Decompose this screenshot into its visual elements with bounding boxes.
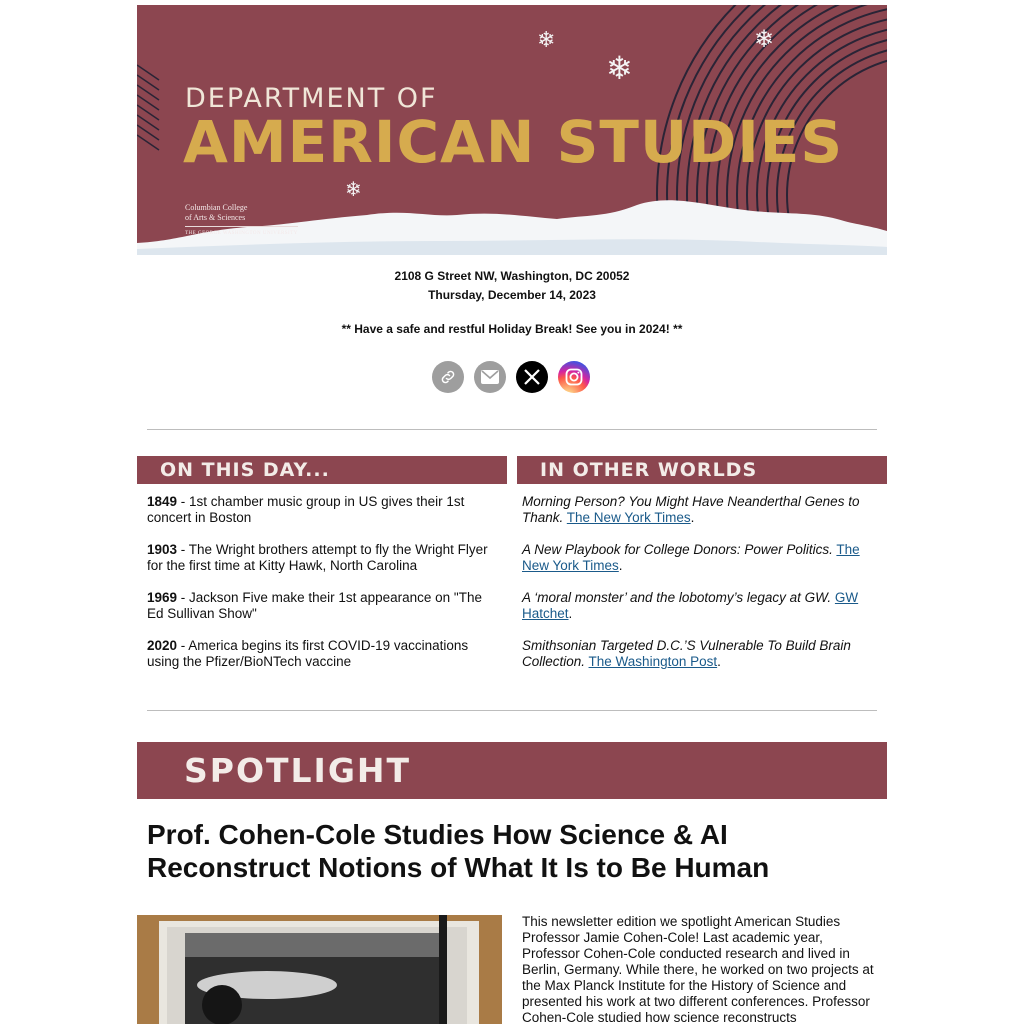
list-item — [147, 590, 497, 622]
event-year: 1903 — [147, 542, 178, 557]
spotlight-photo — [137, 915, 502, 1024]
divider — [147, 429, 877, 430]
article-title: A New Playbook for College Donors: Power Politics. — [522, 542, 833, 557]
article-source-link[interactable]: GW Hatchet — [522, 590, 859, 621]
event-text: - The Wright brothers attempt to fly the Wright Flyer for the first time at Kitty Hawk, North Carolina — [147, 542, 488, 573]
list-item: A ‘moral monster’ and the lobotomy’s legacy at GW. GW Hatchet. — [522, 590, 859, 621]
snowflake-icon: ❄ — [754, 26, 775, 53]
list-item: Smithsonian Targeted D.C.’S Vulnerable To Build Brain Collection. The Washington Post. — [522, 638, 851, 669]
snowflake-icon: ❄ — [606, 50, 633, 86]
spotlight-title: SPOTLIGHT — [184, 751, 412, 790]
banner-department-of: DEPARTMENT OF — [185, 83, 438, 114]
instagram-icon — [565, 368, 583, 386]
issue-date: Thursday, December 14, 2023 — [428, 288, 596, 302]
banner-american-studies: AMERICAN STUDIES — [183, 108, 844, 176]
event-text: - Jackson Five make their 1st appearance on "The Ed Sullivan Show" — [147, 590, 482, 621]
divider — [147, 710, 877, 711]
spotlight-headline: Prof. Cohen-Cole Studies How Science & AI Reconstruct Notions of What It Is to Be Human — [147, 819, 770, 883]
header-banner — [137, 5, 887, 255]
photo-artwork — [137, 915, 502, 1024]
email-link-button[interactable] — [474, 361, 506, 393]
in-other-worlds-list — [522, 494, 877, 686]
spotlight-header — [137, 742, 887, 799]
college-logo-line2: of Arts & Sciences — [185, 213, 246, 222]
article-source-link[interactable]: The New York Times — [566, 510, 691, 525]
spotlight-body: This newsletter edition we spotlight American Studies Professor Jamie Cohen-Cole! Last academic year, Professor Cohen-Cole conducted research and lived in Berlin, Germany. While there, he worked on two projects at the Max Planck Institute for the History of Science and presented his work at two different conferences. Professor Cohen-Cole studied how science reconstructs — [522, 914, 874, 1025]
on-this-day-list — [147, 494, 497, 686]
on-this-day-header — [137, 456, 507, 484]
link-icon — [439, 368, 457, 386]
college-logo — [185, 203, 298, 239]
event-text: - 1st chamber music group in US gives their 1st concert in Boston — [147, 494, 465, 525]
list-item: Morning Person? You Might Have Neanderthal Genes to Thank. The New York Times. — [522, 494, 860, 525]
x-icon — [523, 368, 541, 386]
event-year: 1969 — [147, 590, 178, 605]
snowflake-icon: ❄ — [345, 179, 362, 201]
x-link-button[interactable] — [516, 361, 548, 393]
mail-icon — [481, 370, 499, 384]
article-source-link[interactable]: The Washington Post — [588, 654, 718, 669]
event-year: 2020 — [147, 638, 178, 653]
list-item — [147, 542, 497, 574]
in-other-worlds-header — [517, 456, 887, 484]
article-title: A ‘moral monster’ and the lobotomy’s legacy at GW. — [522, 590, 832, 605]
address: 2108 G Street NW, Washington, DC 20052 — [394, 269, 630, 283]
article-title: Smithsonian Targeted D.C.’S Vulnerable To Build Brain Collection. — [522, 638, 851, 669]
list-item — [147, 638, 497, 670]
holiday-message: ** Have a safe and restful Holiday Break! See you in 2024! ** — [341, 322, 683, 336]
college-logo-university: THE GEORGE WASHINGTON UNIVERSITY — [185, 226, 298, 239]
snowflake-icon: ❄ — [537, 27, 556, 52]
list-item — [147, 494, 497, 526]
college-logo-line1: Columbian College — [185, 203, 248, 212]
instagram-link-button[interactable] — [558, 361, 590, 393]
list-item: A New Playbook for College Donors: Power Politics. The New York Times. — [522, 542, 860, 573]
event-year: 1849 — [147, 494, 178, 509]
social-links — [432, 361, 590, 393]
website-link-button[interactable] — [432, 361, 464, 393]
on-this-day-title: ON THIS DAY... — [160, 459, 330, 481]
article-source-link[interactable]: The New York Times — [522, 542, 860, 573]
event-text: - America begins its first COVID-19 vaccinations using the Pfizer/BioNTech vaccine — [147, 638, 469, 669]
article-title: Morning Person? You Might Have Neanderthal Genes to Thank. — [522, 494, 860, 525]
in-other-worlds-title: IN OTHER WORLDS — [540, 459, 758, 481]
